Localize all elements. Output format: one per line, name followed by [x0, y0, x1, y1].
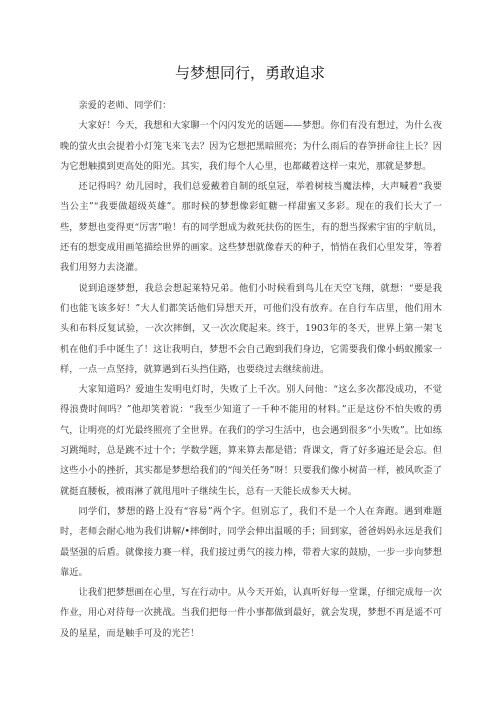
paragraph-5: 同学们，梦想的路上没有“容易”两个字。但别忘了，我们不是一个人在奔跑。遇到难题时，老师会耐心地为我们讲解/•摔倒时，同学会伸出温暖的手；回到家，爸爸妈妈永远是我们最坚强的后盾。就像接力赛一样，我们接过勇气的接力棒，带着大家的鼓励，一步一步向梦想靠近。	[60, 505, 442, 578]
paragraph-3: 说到追逐梦想，我总会想起莱特兄弟。他们小时候看到鸟儿在天空飞翔，就想：“要是我们也能飞该多好！”大人们都笑话他们异想天开，可他们没有放弃。在自行车店里，他们用木头和布料反复试验，一次次摔倒，又一次次爬起来。终于，1903年的冬天，世界上第一架飞机在他们手中诞生了！这让我明白，梦想不会自己跑到我们身边，它需要我们像小蚂蚁搬家一样，一点一点坚持，就算遇到石头挡住路，也要绕过去继续前进。	[60, 282, 442, 375]
greeting: 亲爱的老师、同学们：	[78, 100, 172, 111]
paragraph-1: 大家好！今天，我想和大家聊一个闪闪发光的话题——梦想。你们有没有想过，为什么夜晚的萤火虫会提着小灯笼飞来飞去？因为它想把黑暗照亮；为什么雨后的春笋拼命往上长？因为它想触摸到更高处的阳光。其实，我们每个人心里，也都藏着这样一束光，那就是梦想。	[60, 120, 442, 172]
document-title: 与梦想同行，勇敢追求	[174, 64, 325, 82]
paragraph-2: 还记得吗？幼儿园时，我们总爱戴着自制的纸皇冠，举着树枝当魔法棒，大声喊着“我要当公主”“我要做超级英雄”。那时候的梦想像彩虹糖一样甜蜜又多彩。现在的我们长大了一些，梦想也变得更“厉害”啦！有的同学想成为救死扶伤的医生，有的想当探索宇宙的宇航员，还有的想变成用画笔描绘世界的画家。这些梦想就像春天的种子，悄悄在我们心里发芽，等着我们用努力去浇灌。	[60, 181, 442, 274]
document-body	[60, 96, 442, 644]
paragraph-6: 让我们把梦想画在心里，写在行动中。从今天开始，认真听好每一堂课，仔细完成每一次作业，用心对待每一次挑战。当我们把每一件小事都做到最好，就会发现，梦想不再是遥不可及的星星，而是触手可及的光芒！	[60, 587, 442, 639]
paragraph-4: 大家知道吗？爱迪生发明电灯时，失败了上千次。别人问他：“这么多次都没成功，不觉得浪费时间吗？”他却笑着说：“我至少知道了一千种不能用的材料。”正是这份不怕失败的勇气，让明亮的灯光最终照亮了全世界。在我们的学习生活中，也会遇到很多“小失败”。比如练习跳绳时，总是跳不过十个；学数学题，算来算去都是错；背课文，背了好多遍还是会忘。但这些小小的挫折，其实都是梦想给我们的“闯关任务”呀！只要我们像小树苗一样，被风吹歪了就挺直腰板，被雨淋了就甩甩叶子继续生长，总有一天能长成参天大树。	[60, 384, 442, 497]
